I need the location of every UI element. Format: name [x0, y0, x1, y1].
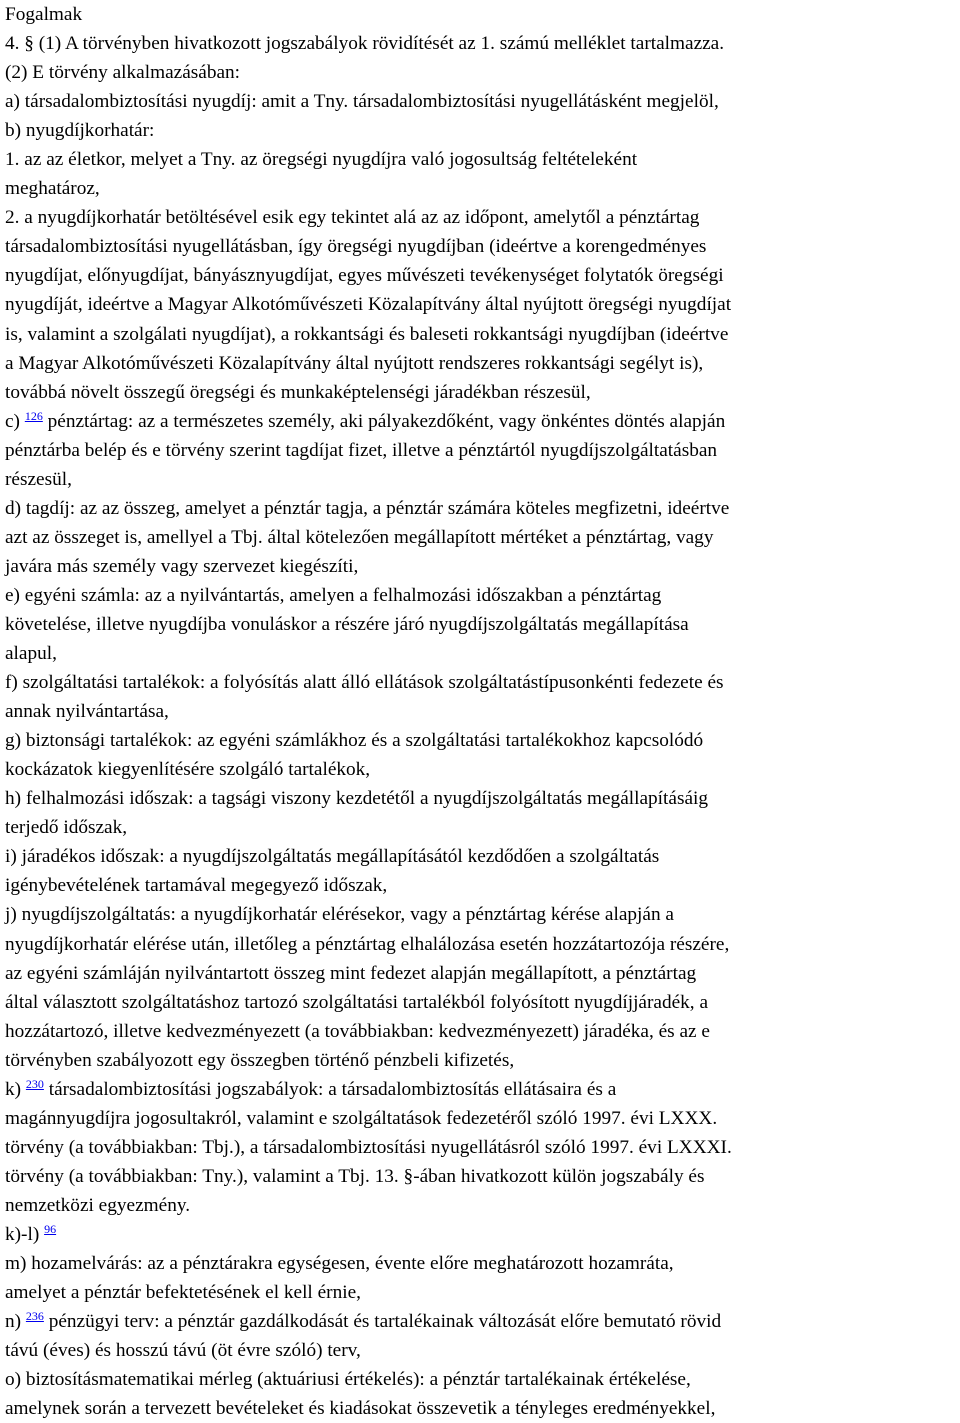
definition-kl-line — [5, 1220, 957, 1249]
definition-b: b) nyugdíjkorhatár: — [5, 120, 155, 142]
definition-b2-line: a Magyar Alkotóművészeti Közalapítvány által nyújtott rendszeres rokkantsági segélyt is), — [5, 352, 704, 374]
definition-n-line: távú (éves) és hosszú távú (öt évre szóló) terv, — [5, 1340, 361, 1362]
definition-h-line: terjedő időszak, — [5, 817, 128, 839]
definition-d-line: javára más személy vagy szervezet kiegészíti, — [5, 555, 359, 577]
footnote-link-230[interactable]: 230 — [25, 1076, 44, 1091]
definition-k-line: magánnyugdíjra jogosultakról, valamint e szolgáltatások fedezetéről szóló 1997. évi LXXX. — [5, 1107, 718, 1129]
definition-b2-line: nyugdíjat, előnyugdíjat, bányásznyugdíjat, egyes művészeti tevékenységet folytatók öregségi — [5, 265, 724, 287]
definition-j-line: j) nyugdíjszolgáltatás: a nyugdíjkorhatár elérésekor, vagy a pénztártag kérése alapján a — [5, 904, 674, 926]
definition-c-text: pénztártag: az a természetes személy, aki pályakezdőként, vagy önkéntes döntés alapján — [47, 410, 726, 432]
footnote-link-126[interactable]: 126 — [24, 408, 43, 423]
definition-d-line: azt az összeget is, amellyel a Tbj. által kötelezően megállapított mértéket a pénztártag, vagy — [5, 526, 714, 548]
definition-j-line: az egyéni számláján nyilvántartott összeg mint fedezet alapján megállapított, a pénztártag — [5, 962, 697, 984]
definition-i-line: igénybevételének tartamával megegyező időszak, — [5, 875, 388, 897]
definition-k-line: törvény (a továbbiakban: Tny.), valamint a Tbj. 13. §-ában hivatkozott külön jogszabály és — [5, 1165, 705, 1187]
definition-d-line: d) tagdíj: az az összeg, amelyet a pénztár tagja, a pénztár számára köteles megfizetni, ideértve — [5, 497, 730, 519]
definition-h-line: h) felhalmozási időszak: a tagsági viszony kezdetétől a nyugdíjszolgáltatás megállapításáig — [5, 788, 709, 810]
definition-c-prefix: c) — [5, 410, 20, 432]
definition-m-line: m) hozamelvárás: az a pénztárakra egységesen, évente előre meghatározott hozamráta, — [5, 1253, 674, 1275]
definition-j-line: által választott szolgáltatáshoz tartozó szolgáltatási tartalékból folyósított nyugdíjjáradék, a — [5, 991, 709, 1013]
paragraph-4-1: 4. § (1) A törvényben hivatkozott jogszabályok rövidítését az 1. számú melléklet tartalmazza. — [5, 33, 725, 55]
document-page — [5, 0, 957, 1423]
definition-b2-line: nyugdíját, ideértve a Magyar Alkotóművészeti Közalapítvány által nyújtott öregségi nyugdíjat — [5, 294, 732, 316]
definition-b2-line: továbbá növelt összegű öregségi és munkaképtelenségi járadékban részesül, — [5, 381, 591, 403]
section-heading: Fogalmak — [5, 4, 83, 25]
definition-k-first-line — [5, 1075, 957, 1104]
definition-f-line: annak nyilvántartása, — [5, 701, 169, 723]
definition-n-text: pénzügyi terv: a pénztár gazdálkodását és tartalékainak változását előre bemutató rövid — [48, 1311, 722, 1333]
definition-b1-line: 1. az az életkor, melyet a Tny. az öregségi nyugdíjra való jogosultság feltételeként — [5, 149, 638, 171]
definition-j-line: hozzátartozó, illetve kedvezményezett (a továbbiakban: kedvezményezett) járadéka, és az e — [5, 1020, 710, 1042]
definition-o-line: amelynek során a tervezett bevételeket és kiadásokat összevetik a tényleges eredményekkel, — [5, 1398, 716, 1420]
definition-k-line: törvény (a továbbiakban: Tbj.), a társadalombiztosítási nyugellátásról szóló 1997. évi LXXXI. — [5, 1136, 732, 1158]
definition-g-line: kockázatok kiegyenlítésére szolgáló tartalékok, — [5, 759, 371, 781]
definition-a: a) társadalombiztosítási nyugdíj: amit a Tny. társadalombiztosítási nyugellátásként megjelöl, — [5, 91, 719, 113]
definition-kl-prefix: k)-l) — [5, 1223, 40, 1245]
definition-c-line: pénztárba belép és e törvény szerint tagdíjat fizet, illetve a pénztártól nyugdíjszolgáltatásban — [5, 439, 718, 461]
definition-i-line: i) járadékos időszak: a nyugdíjszolgáltatás megállapításától kezdődően a szolgáltatás — [5, 846, 660, 868]
definition-k-prefix: k) — [5, 1078, 22, 1100]
definition-c-first-line — [5, 407, 957, 436]
definition-b2-line: 2. a nyugdíjkorhatár betöltésével esik egy tekintet alá az az időpont, amelytől a pénztártag — [5, 207, 700, 229]
definition-m-line: amelyet a pénztár befektetésének el kell érnie, — [5, 1282, 361, 1304]
definition-e-line: alapul, — [5, 643, 57, 665]
definition-j-line: nyugdíjkorhatár elérése után, illetőleg a pénztártag elhalálozása esetén hozzátartozója részére, — [5, 933, 730, 955]
definition-b2-line: is, valamint a szolgálati nyugdíjat), a rokkantsági és baleseti rokkantsági nyugdíjban (ideértve — [5, 323, 729, 345]
definition-c-line: részesül, — [5, 468, 72, 490]
definition-k-line: nemzetközi egyezmény. — [5, 1194, 191, 1216]
definition-n-first-line — [5, 1307, 957, 1336]
footnote-link-96[interactable]: 96 — [44, 1221, 57, 1236]
definition-b2-line: társadalombiztosítási nyugellátásban, így öregségi nyugdíjban (ideértve a korengedményes — [5, 236, 707, 258]
definition-e-line: követelése, illetve nyugdíjba vonuláskor a részére járó nyugdíjszolgáltatás megállapítása — [5, 613, 689, 635]
definition-g-line: g) biztonsági tartalékok: az egyéni számlákhoz és a szolgáltatási tartalékokhoz kapcsolódó — [5, 730, 704, 752]
definition-k-text: társadalombiztosítási jogszabályok: a társadalombiztosítás ellátásaira és a — [48, 1078, 617, 1100]
paragraph-4-2: (2) E törvény alkalmazásában: — [5, 62, 241, 84]
definition-o-line: o) biztosításmatematikai mérleg (aktuáriusi értékelés): a pénztár tartalékainak értékelése, — [5, 1369, 691, 1391]
definition-b1-line: meghatároz, — [5, 178, 100, 200]
definition-f-line: f) szolgáltatási tartalékok: a folyósítás alatt álló ellátások szolgáltatástípusonkénti fedezete és — [5, 672, 724, 694]
definition-j-line: törvényben szabályozott egy összegben történő pénzbeli kifizetés, — [5, 1049, 515, 1071]
definition-n-prefix: n) — [5, 1311, 22, 1333]
definition-e-line: e) egyéni számla: az a nyilvántartás, amelyen a felhalmozási időszakban a pénztártag — [5, 584, 662, 606]
footnote-link-236[interactable]: 236 — [25, 1309, 44, 1324]
